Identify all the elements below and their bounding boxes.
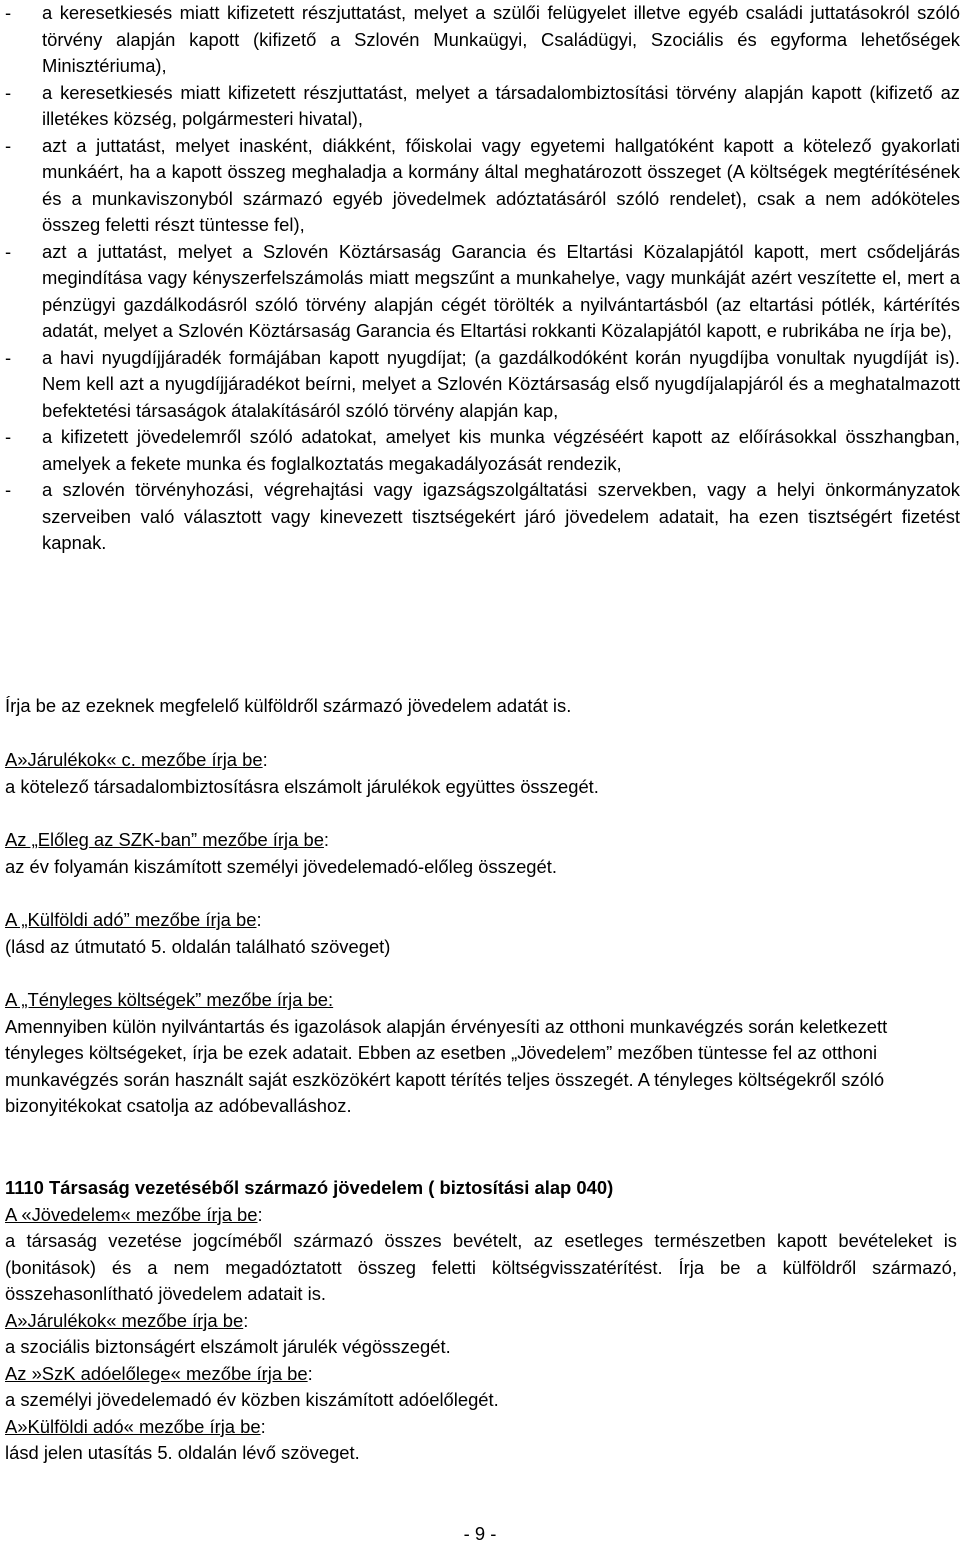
bullet-list [5,0,960,557]
paragraph: Írja be az ezeknek megfelelő külföldről származó jövedelem adatát is. [5,695,572,716]
field-description: Amennyiben külön nyilvántartás és igazolások alapján érvényesíti az otthoni munkavégzés során keletkezett tényleges költségeket, írja be ezek adatait. Ebben az esetben „Jövedelem” mezőben tüntesse fel az otthoni munkavégzés során használt saját eszközökért kapott térítés teljes összegét. A tényleges költségekről szóló bizonyitékokat csatolja az adóbevalláshoz. [5,1015,888,1116]
heading-colon: : [260,1415,266,1437]
list-item: - a kifizetett jövedelemről szóló adatokat, amelyet kis munka végzéséért kapott az előírásokkal összhangban, amelyek a fekete munka és foglalkoztatás megakadályozását rendezik, [5,424,960,477]
heading-colon: : [256,909,262,930]
list-item: - azt a juttatást, melyet inasként, diákként, főiskolai vagy egyetemi hallgatóként kapott a kötelező gyakorlati munkáért, ha a kapott összeg meghaladja a kormány által meghatározott összeget (A költségek megtérítésének és a munkaviszonyból származó egyéb jövedelmek adóztatásáról szóló rendelet), csak a nem adóköteles összeg feletti részt tüntesse fel), [5,133,960,239]
section-title: 1110 Társaság vezetéséből származó jövedelem ( biztosítási alap 040) [5,1177,614,1198]
foreign-tax-section [5,907,957,960]
list-item: - a szlovén törvényhozási, végrehajtási vagy igazságszolgáltatási szervekben, vagy a helyi önkormányzatok szerveiben való választott vagy kinevezett tisztségekért járó jövedelem adatait, ha ezen tisztségért fizetést kapnak. [5,477,960,557]
field-description: a kötelező társadalombiztosításra elszámolt járulékok együttes összegét. [5,775,599,797]
field-heading: A „Tényleges költségek” mezőbe írja be: [5,989,334,1010]
actual-costs-section [5,987,935,1120]
heading-colon: : [262,749,268,770]
field-description: a személyi jövedelemadó év közben kiszámított adóelőlegét. [5,1389,499,1410]
contributions-section [5,747,957,800]
field-description: lásd jelen utasítás 5. oldalán lévő szöveget. [5,1442,360,1463]
field-description: a szociális biztonságért elszámolt járulék végösszegét. [5,1336,451,1357]
field-description: a társaság vezetése jogcíméből származó összes bevételt, az esetleges természetben kapott bevételeket is (bonitások) és a nem megadóztatott összeg feletti költségvisszatérítést. Írja be a külföldről származó, összehasonlítható jövedelem adatait is. [5,1230,957,1304]
field-heading: A «Jövedelem« mezőbe írja be [5,1203,258,1225]
field-heading: Az „Előleg az SZK-ban” mezőbe írja be [5,829,324,850]
section-1110 [5,1175,957,1467]
heading-colon: : [323,829,330,850]
heading-colon: : [307,1362,313,1384]
field-heading: A»Járulékok« c. mezőbe írja be [5,749,263,770]
field-heading: A»Külföldi adó« mezőbe írja be [5,1415,261,1437]
heading-colon: : [257,1203,263,1225]
foreign-income-note [5,693,957,720]
field-description: az év folyamán kiszámított személyi jövedelemadó-előleg összegét. [5,855,557,877]
list-item: - a keresetkiesés miatt kifizetett részjuttatást, melyet a szülői felügyelet illetve egyéb családi juttatásokról szóló törvény alapján kapott (kifizető a Szlovén Munkaügyi, Családügyi, Szociális és egyforma lehetőségek Minisztériuma), [5,0,960,80]
field-heading: A „Külföldi adó” mezőbe írja be [5,909,257,930]
advance-section [5,827,957,880]
list-item: - azt a juttatást, melyet a Szlovén Köztársaság Garancia és Eltartási Közalapjától kapott, mert csődeljárás megindítása vagy kényszerfelszámolás miatt megszűnt a munkahelye, vagy munkáját azért veszítette el, mert a pénzügyi gazdálkodásról szóló törvény alapján cégét törölték a nyilvántartásból (az eltartási pótlék, kártérítés adatát, melyet a Szlovén Köztársaság Garancia és Eltartási rokkanti Közalapjától kapott, e rubrikába ne írja be), [5,239,960,345]
field-heading: Az »SzK adóelőlege« mezőbe írja be [5,1362,308,1384]
list-item: - a keresetkiesés miatt kifizetett részjuttatást, melyet a társadalombiztosítási törvény alapján kapott (kifizető az illetékes község, polgármesteri hivatal), [5,80,960,133]
page-number: - 9 - [463,1523,497,1544]
heading-colon: : [243,1309,249,1331]
field-description: (lásd az útmutató 5. oldalán található szöveget) [5,935,391,957]
field-heading: A»Járulékok« mezőbe írja be [5,1309,244,1331]
list-item: - a havi nyugdíjjáradék formájában kapott nyugdíjat; (a gazdálkodóként korán nyugdíjba vonultak nyugdíját is). Nem kell azt a nyugdíjjáradékot beírni, melyet a Szlovén Köztársaság első nyugdíjalapjáról és a meghatalmazott befektetési társaságok átalakításáról szóló törvény alapján kap, [5,345,960,425]
